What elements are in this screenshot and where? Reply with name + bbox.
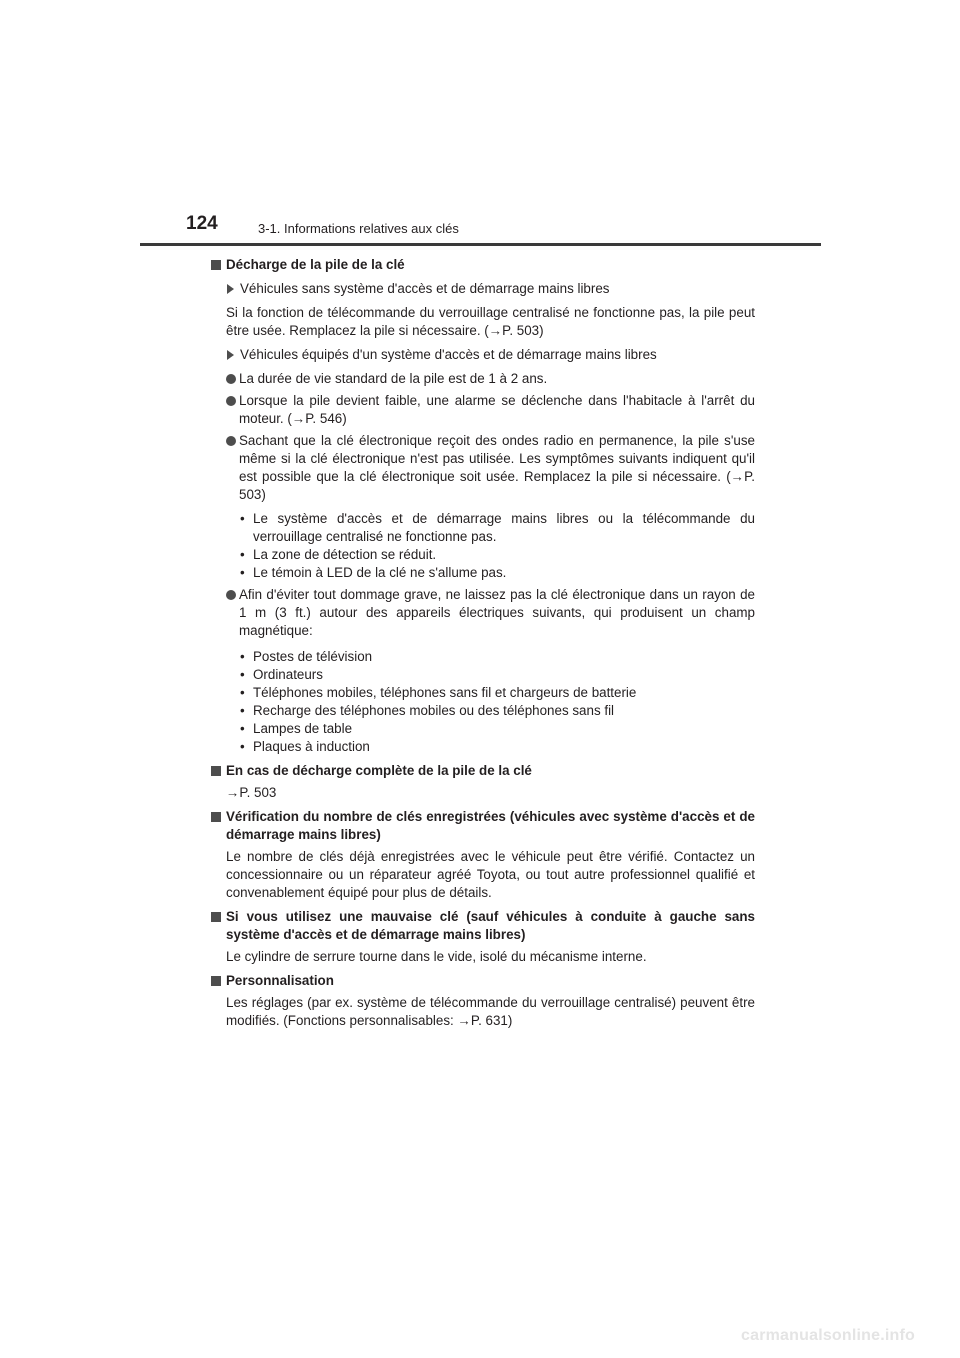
list-item bbox=[239, 564, 755, 582]
list-item bbox=[239, 648, 755, 666]
circle-bullet-icon bbox=[226, 374, 236, 384]
section-mauvaise-cle bbox=[210, 908, 755, 966]
section-heading bbox=[210, 808, 755, 844]
list-item bbox=[239, 546, 755, 564]
dot-list-item bbox=[210, 392, 755, 428]
bullet-mark: • bbox=[240, 685, 245, 700]
section-decharge-complete bbox=[210, 762, 755, 802]
section-verification bbox=[210, 808, 755, 902]
section-personnalisation bbox=[210, 972, 755, 1030]
list-item bbox=[239, 666, 755, 684]
heading-text: Si vous utilisez une mauvaise clé (sauf véhicules à conduite à gauche sans système d'accès et de démarrage mains libres) bbox=[226, 909, 755, 942]
heading-text: Vérification du nombre de clés enregistrées (véhicules avec système d'accès et de démarrage mains libres) bbox=[226, 809, 755, 842]
heading-text: Personnalisation bbox=[226, 973, 334, 988]
heading-text: Décharge de la pile de la clé bbox=[226, 257, 405, 272]
page-content bbox=[210, 256, 755, 1035]
section-heading bbox=[210, 908, 755, 944]
circle-bullet-icon bbox=[226, 436, 236, 446]
subheading-text: Véhicules équipés d'un système d'accès et de démarrage mains libres bbox=[240, 347, 657, 362]
device-list bbox=[210, 648, 755, 756]
item-text: Sachant que la clé électronique reçoit des ondes radio en permanence, la pile s'use même si la clé électronique n'est pas utilisée. Les symptômes suivants indiquent qu'il est possible que la clé électronique soit usée. Remplacez la pile si nécessaire. (→P. 503) bbox=[239, 433, 755, 502]
triangle-bullet-icon bbox=[227, 350, 234, 360]
list-item bbox=[239, 684, 755, 702]
bullet-mark: • bbox=[240, 565, 245, 580]
item-text: Le système d'accès et de démarrage mains libres ou la télécommande du verrouillage centralisé ne fonctionne pas. bbox=[253, 511, 755, 544]
item-text: Lampes de table bbox=[253, 721, 353, 736]
paragraph: Les réglages (par ex. système de télécommande du verrouillage centralisé) peuvent être modifiés. (Fonctions personnalisables: →P. 631) bbox=[226, 995, 755, 1028]
square-bullet-icon bbox=[211, 912, 221, 922]
dot-list-item bbox=[210, 432, 755, 504]
page-number: 124 bbox=[186, 213, 218, 234]
dot-list-item bbox=[210, 586, 755, 640]
section-heading bbox=[210, 762, 755, 780]
item-text: Téléphones mobiles, téléphones sans fil et chargeurs de batterie bbox=[253, 685, 637, 700]
bullet-mark: • bbox=[240, 721, 245, 736]
symptom-list bbox=[210, 510, 755, 582]
paragraph: Le nombre de clés déjà enregistrées avec le véhicule peut être vérifié. Contactez un concessionnaire ou un réparateur agréé Toyota, ou tout autre professionnel qualifié et convenablement équipé pour plus de détails. bbox=[226, 849, 755, 900]
watermark: carmanualsonline.info bbox=[741, 1327, 916, 1344]
bullet-mark: • bbox=[240, 667, 245, 682]
item-text: La zone de détection se réduit. bbox=[253, 547, 437, 562]
item-text: Postes de télévision bbox=[253, 649, 373, 664]
bullet-mark: • bbox=[240, 739, 245, 754]
list-item bbox=[239, 738, 755, 756]
square-bullet-icon bbox=[211, 812, 221, 822]
paragraph: Si la fonction de télécommande du verrouillage centralisé ne fonctionne pas, la pile peut être usée. Remplacez la pile si nécessaire. (→P. 503) bbox=[226, 305, 755, 338]
circle-bullet-icon bbox=[226, 396, 236, 406]
page-reference: →P. 503 bbox=[226, 785, 277, 800]
item-text: Plaques à induction bbox=[253, 739, 370, 754]
heading-text: En cas de décharge complète de la pile de la clé bbox=[226, 763, 532, 778]
triangle-bullet-icon bbox=[227, 284, 234, 294]
list-item bbox=[239, 510, 755, 546]
bullet-mark: • bbox=[240, 511, 245, 526]
section-decharge bbox=[210, 256, 755, 756]
square-bullet-icon bbox=[211, 260, 221, 270]
square-bullet-icon bbox=[211, 766, 221, 776]
subheading-item bbox=[210, 280, 755, 298]
item-text: Le témoin à LED de la clé ne s'allume pas. bbox=[253, 565, 507, 580]
square-bullet-icon bbox=[211, 976, 221, 986]
bullet-mark: • bbox=[240, 703, 245, 718]
item-text: Lorsque la pile devient faible, une alarme se déclenche dans l'habitacle à l'arrêt du moteur. (→P. 546) bbox=[239, 393, 755, 426]
list-item bbox=[239, 702, 755, 720]
paragraph: Le cylindre de serrure tourne dans le vide, isolé du mécanisme interne. bbox=[226, 949, 647, 964]
bullet-mark: • bbox=[240, 649, 245, 664]
list-item bbox=[239, 720, 755, 738]
item-text: La durée de vie standard de la pile est de 1 à 2 ans. bbox=[239, 371, 548, 386]
header-rule bbox=[140, 243, 821, 246]
item-text: Afin d'éviter tout dommage grave, ne laissez pas la clé électronique dans un rayon de 1 m (3 ft.) autour des appareils électriques suivants, qui produisent un champ magnétique: bbox=[239, 587, 755, 638]
subheading-text: Véhicules sans système d'accès et de démarrage mains libres bbox=[240, 281, 610, 296]
dot-list-item bbox=[210, 370, 755, 388]
section-title: 3-1. Informations relatives aux clés bbox=[258, 221, 459, 236]
section-heading bbox=[210, 256, 755, 274]
subheading-item bbox=[210, 346, 755, 364]
item-text: Ordinateurs bbox=[253, 667, 323, 682]
item-text: Recharge des téléphones mobiles ou des téléphones sans fil bbox=[253, 703, 615, 718]
bullet-mark: • bbox=[240, 547, 245, 562]
circle-bullet-icon bbox=[226, 590, 236, 600]
section-heading bbox=[210, 972, 755, 990]
